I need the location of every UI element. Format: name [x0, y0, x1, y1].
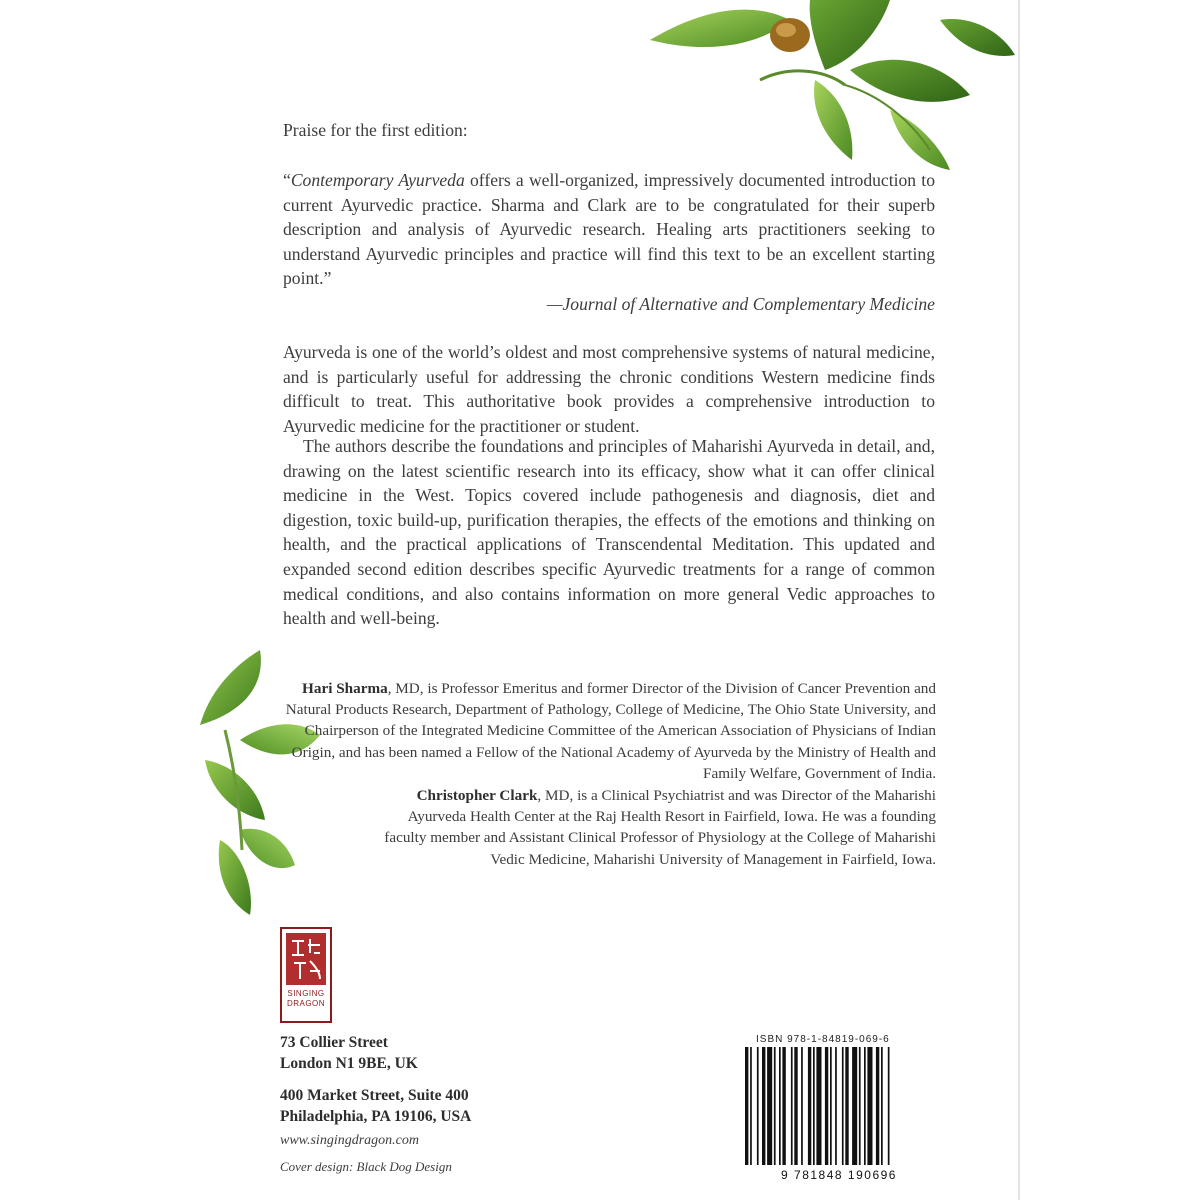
barcode-bar	[774, 1047, 776, 1165]
logo-text-singing: SINGING	[287, 989, 325, 998]
description-paragraph-2: The authors describe the foundations and principles of Maharishi Ayurveda in detail, and, drawing on the latest scientific research into its efficacy, show what it can offer clinical medicine in the West. Topics covered include pathogenesis and diagnosis, diet and digestion, toxic build-up, purification therapies, the effects of the emotions and thinking on health, and the practical applications of Transcendental Meditation. This updated and expanded second edition describes specific Ayurvedic treatments for a range of common medical conditions, and also contains information on more general Vedic approaches to health and well-being.	[283, 436, 935, 629]
address-uk-line-2: London N1 9BE, UK	[280, 1055, 418, 1072]
neem-leaves-illustration	[640, 0, 1020, 175]
barcode-bar	[779, 1047, 781, 1165]
publisher-website: www.singingdragon.com	[280, 1133, 419, 1148]
address-us-line-1: 400 Market Street, Suite 400	[280, 1087, 469, 1104]
barcode-bar	[835, 1047, 837, 1165]
barcode-bar	[791, 1047, 793, 1165]
review-attribution: —Journal of Alternative and Complementary Medicine	[546, 294, 935, 314]
quote-book-title: Contemporary Ayurveda	[290, 170, 465, 190]
author-bio-clark	[376, 785, 936, 870]
barcode	[741, 1047, 937, 1165]
barcode-bar	[762, 1047, 765, 1165]
barcode-bar	[876, 1047, 879, 1165]
description-paragraph-1: Ayurveda is one of the world’s oldest and most comprehensive systems of natural medicine, and is particularly useful for addressing the chronic conditions Western medicine finds difficult to treat. This authoritative book provides a comprehensive introduction to Ayurvedic medicine for the practitioner or student.	[283, 342, 935, 436]
logo-wordmark	[282, 989, 330, 1009]
barcode-bar	[830, 1047, 832, 1165]
author-bio-text-sharma: , MD, is Professor Emeritus and former Director of the Division of Cancer Prevention and Natural Products Research, Department of Pathology, College of Medicine, The Ohio State University, and Chairperson of the Integrated Medicine Committee of the American Association of Physicians of Indian Origin, and has been named a Fellow of the National Academy of Ayurveda by the Ministry of Health and Family Welfare, Government of India.	[285, 680, 936, 782]
barcode-bar	[750, 1047, 752, 1165]
barcode-bar	[825, 1047, 828, 1165]
quote-open: “	[283, 170, 291, 190]
isbn-label: ISBN 978-1-84819-069-6	[756, 1034, 890, 1045]
barcode-bar	[794, 1047, 797, 1165]
cover-edge	[1018, 0, 1020, 1200]
author-bio-text-clark: , MD, is a Clinical Psychiatrist and was Director of the Maharishi Ayurveda Health Center at the Raj Health Resort in Fairfield, Iowa. He was a founding faculty member and Assistant Clinical Professor of Physiology at the College of Maharishi Vedic Medicine, Maharishi University of Management in Fairfield, Iowa.	[384, 787, 936, 868]
address-uk	[280, 1032, 418, 1074]
review-quote	[283, 168, 935, 291]
logo-seal-icon	[286, 933, 326, 985]
barcode-bar	[782, 1047, 785, 1165]
barcode-bar	[767, 1047, 772, 1165]
address-uk-line-1: 73 Collier Street	[280, 1034, 388, 1051]
praise-heading: Praise for the first edition:	[283, 120, 468, 140]
author-name-clark: Christopher Clark	[416, 787, 538, 804]
barcode-bar	[842, 1047, 844, 1165]
barcode-bar	[808, 1047, 811, 1165]
barcode-bar	[888, 1047, 890, 1165]
author-bio-sharma	[270, 678, 936, 784]
singing-dragon-logo	[280, 927, 332, 1023]
barcode-bar	[852, 1047, 857, 1165]
barcode-bar	[881, 1047, 883, 1165]
cover-design-credit: Cover design: Black Dog Design	[280, 1159, 452, 1174]
barcode-bars-icon	[741, 1047, 937, 1165]
barcode-bar	[864, 1047, 866, 1165]
barcode-bar	[757, 1047, 759, 1165]
barcode-number: 9 781848 190696	[781, 1168, 897, 1182]
barcode-bar	[845, 1047, 848, 1165]
quote-body: offers a well-organized, impressively documented introduction to current Ayurvedic practice. Sharma and Clark are to be congratulated for their superb description and analysis of Ayurvedic research. Healing arts practitioners seeking to understand Ayurvedic principles and practice will find this text to be an excellent starting point.”	[283, 170, 935, 289]
logo-text-dragon: DRAGON	[286, 999, 326, 1008]
barcode-bar	[813, 1047, 815, 1165]
barcode-bar	[745, 1047, 748, 1165]
barcode-bar	[801, 1047, 803, 1165]
address-us	[280, 1085, 471, 1127]
barcode-bar	[816, 1047, 821, 1165]
barcode-bar	[859, 1047, 861, 1165]
author-name-sharma: Hari Sharma	[302, 680, 388, 697]
barcode-bar	[867, 1047, 872, 1165]
address-us-line-2: Philadelphia, PA 19106, USA	[280, 1108, 472, 1125]
